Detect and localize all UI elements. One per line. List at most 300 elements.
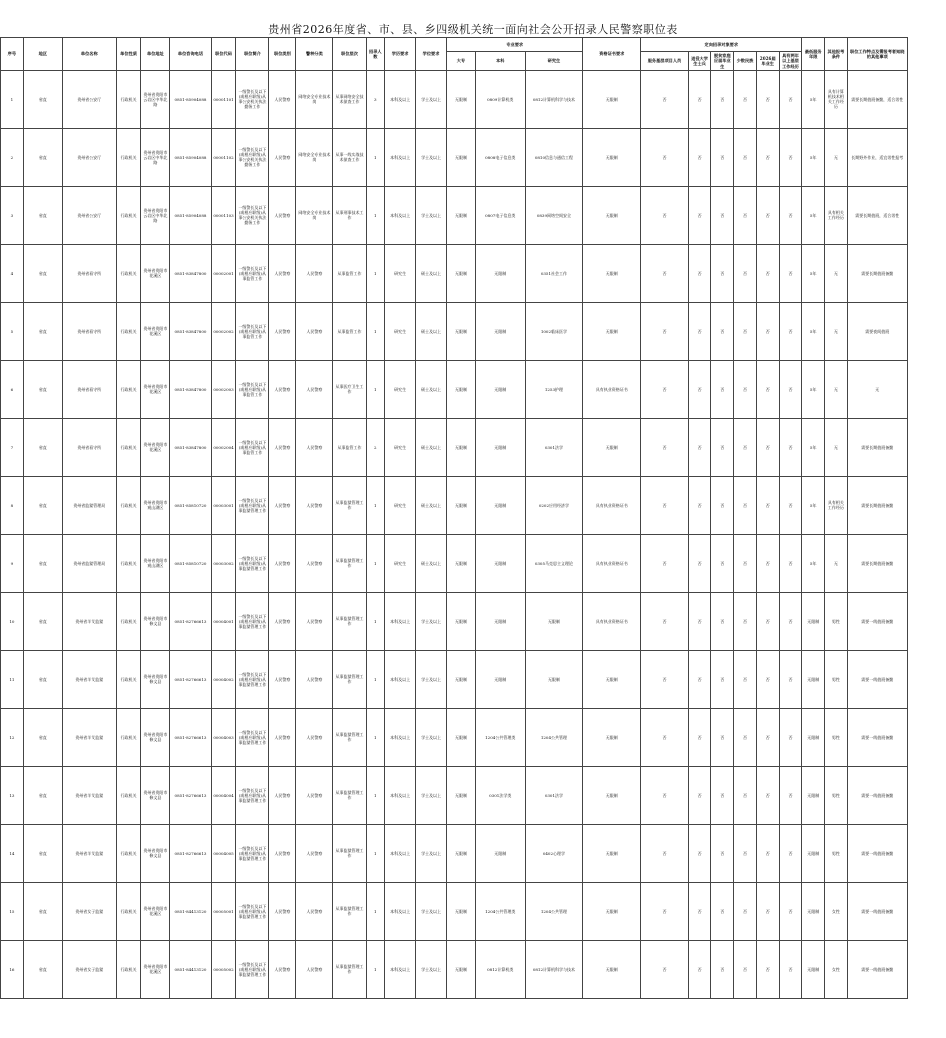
cell-major-graduate: 0202应用经济学 [525, 476, 583, 534]
cell-min-years: 5年 [802, 186, 825, 244]
cell-position-type: 人民警察 [269, 708, 296, 766]
cell-target-6: 否 [779, 418, 802, 476]
header-qualification: 资格证书要求 [583, 38, 641, 71]
cell-major-college: 无限制 [447, 592, 476, 650]
cell-target-2: 否 [688, 592, 711, 650]
cell-position-type: 人民警察 [269, 186, 296, 244]
cell-major-college: 无限制 [447, 476, 476, 534]
cell-seq: 11 [1, 650, 24, 708]
cell-target-1: 否 [641, 302, 689, 360]
cell-target-2: 否 [688, 128, 711, 186]
header-phone: 单位咨询电话 [170, 38, 211, 71]
cell-min-years: 无限制 [802, 650, 825, 708]
cell-major-college: 无限制 [447, 128, 476, 186]
cell-target-4: 否 [734, 244, 757, 302]
cell-education: 本科及以上 [385, 940, 416, 998]
cell-position-level: 从事监狱管理工作 [333, 882, 366, 940]
table-row [1, 824, 944, 882]
cell-unit-address: 贵州省贵阳市花溪区 [141, 418, 170, 476]
cell-phone: 0851-84413120 [170, 940, 211, 998]
cell-major-bachelor: 无限制 [475, 244, 525, 302]
cell-min-years: 无限制 [802, 592, 825, 650]
cell-position-desc: 一级警长及以下(或相应职级)从事监狱管理工作 [236, 940, 269, 998]
cell-position-type: 人民警察 [269, 766, 296, 824]
cell-major-graduate: 0839网络空间安全 [525, 186, 583, 244]
table-row [1, 128, 944, 186]
cell-unit-name: 贵州省监狱管理局 [62, 534, 116, 592]
cell-other: 无 [825, 302, 848, 360]
cell-target-2: 否 [688, 534, 711, 592]
cell-position-desc: 一级警长及以下(或相应职级)从事监管工作 [236, 244, 269, 302]
cell-region: 省直 [23, 708, 62, 766]
cell-education: 研究生 [385, 302, 416, 360]
table-row [1, 766, 944, 824]
cell-target-1: 否 [641, 766, 689, 824]
cell-unit-name: 贵州省公安厅 [62, 186, 116, 244]
cell-target-4: 否 [734, 418, 757, 476]
cell-target-5: 否 [756, 360, 779, 418]
cell-target-3: 否 [711, 940, 734, 998]
table-body [1, 70, 944, 998]
cell-position-type: 人民警察 [269, 592, 296, 650]
cell-recruit-count: 1 [366, 592, 385, 650]
cell-target-1: 否 [641, 244, 689, 302]
header-major-graduate: 研究生 [525, 52, 583, 71]
cell-unit-nature: 行政机关 [116, 360, 141, 418]
cell-education: 本科及以上 [385, 70, 416, 128]
cell-qualification: 具有执业资格证书 [583, 476, 641, 534]
cell-unit-nature: 行政机关 [116, 244, 141, 302]
table-row [1, 244, 944, 302]
header-target-4: 少数民族 [734, 52, 757, 71]
cell-target-4: 否 [734, 360, 757, 418]
cell-target-2: 否 [688, 940, 711, 998]
cell-target-2: 否 [688, 650, 711, 708]
cell-recruit-count: 1 [366, 766, 385, 824]
cell-position-type: 人民警察 [269, 244, 296, 302]
cell-target-5: 否 [756, 534, 779, 592]
cell-region: 省直 [23, 592, 62, 650]
header-position-desc: 职位简介 [236, 38, 269, 71]
table-row [1, 70, 944, 128]
cell-unit-address: 贵州省贵阳市花溪区 [141, 882, 170, 940]
cell-recruit-count: 1 [366, 476, 385, 534]
cell-target-6: 否 [779, 360, 802, 418]
cell-target-4: 否 [734, 708, 757, 766]
cell-qualification: 无限制 [583, 186, 641, 244]
cell-recruit-count: 1 [366, 360, 385, 418]
cell-target-6: 否 [779, 824, 802, 882]
header-police-category: 警种分类 [296, 38, 333, 71]
cell-position-code: 00004001 [211, 592, 236, 650]
cell-major-graduate: 0305马克思主义理论 [525, 534, 583, 592]
cell-target-3: 否 [711, 476, 734, 534]
cell-education: 本科及以上 [385, 650, 416, 708]
cell-police-category: 人民警察 [296, 650, 333, 708]
cell-education: 研究生 [385, 360, 416, 418]
cell-target-5: 否 [756, 940, 779, 998]
cell-education: 本科及以上 [385, 766, 416, 824]
cell-target-1: 否 [641, 650, 689, 708]
header-position-code: 职位代码 [211, 38, 236, 71]
cell-position-type: 人民警察 [269, 360, 296, 418]
cell-remarks: 需要长期值班备勤 [847, 476, 907, 534]
cell-recruit-count: 1 [366, 650, 385, 708]
cell-unit-address: 贵州省贵阳市花溪区 [141, 244, 170, 302]
cell-target-4: 否 [734, 534, 757, 592]
cell-region: 省直 [23, 824, 62, 882]
cell-position-level: 从事监狱管理工作 [333, 824, 366, 882]
header-target-2: 退役大学生士兵 [688, 52, 711, 71]
cell-major-college: 无限制 [447, 70, 476, 128]
cell-phone: 0851-85810720 [170, 534, 211, 592]
cell-target-4: 否 [734, 302, 757, 360]
cell-seq: 9 [1, 534, 24, 592]
cell-degree: 学士及以上 [416, 70, 447, 128]
cell-education: 研究生 [385, 418, 416, 476]
header-other: 其他报考条件 [825, 38, 848, 71]
cell-qualification: 具有执业资格证书 [583, 592, 641, 650]
cell-major-graduate: 1253护理 [525, 360, 583, 418]
cell-region: 省直 [23, 650, 62, 708]
header-recruit-count: 招录人数 [366, 38, 385, 71]
table-row [1, 186, 944, 244]
cell-seq: 1 [1, 70, 24, 128]
cell-position-code: 00004003 [211, 708, 236, 766]
cell-position-code: 00003001 [211, 476, 236, 534]
header-min-years: 最低服务年限 [802, 38, 825, 71]
header-unit-address: 单位地址 [141, 38, 170, 71]
cell-target-5: 否 [756, 186, 779, 244]
cell-target-1: 否 [641, 418, 689, 476]
cell-other: 无 [825, 360, 848, 418]
cell-degree: 学士及以上 [416, 650, 447, 708]
cell-other: 女性 [825, 940, 848, 998]
cell-remarks: 需要一线值班备勤 [847, 940, 907, 998]
cell-phone: 0851-82766613 [170, 650, 211, 708]
cell-unit-name: 贵州省羊艾监狱 [62, 708, 116, 766]
cell-recruit-count: 1 [366, 186, 385, 244]
cell-major-college: 无限制 [447, 882, 476, 940]
cell-region: 省直 [23, 534, 62, 592]
cell-remarks: 需要一线值班备勤 [847, 766, 907, 824]
header-major-bachelor: 本科 [475, 52, 525, 71]
cell-position-code: 00005001 [211, 882, 236, 940]
cell-region: 省直 [23, 128, 62, 186]
cell-degree: 硕士及以上 [416, 244, 447, 302]
cell-position-level: 从事监狱管理工作 [333, 534, 366, 592]
cell-target-5: 否 [756, 70, 779, 128]
cell-target-6: 否 [779, 534, 802, 592]
cell-education: 研究生 [385, 534, 416, 592]
cell-police-category: 网络安全专业技术岗 [296, 128, 333, 186]
cell-unit-nature: 行政机关 [116, 592, 141, 650]
cell-degree: 学士及以上 [416, 766, 447, 824]
cell-other: 男性 [825, 766, 848, 824]
cell-recruit-count: 1 [366, 940, 385, 998]
cell-police-category: 人民警察 [296, 940, 333, 998]
cell-major-bachelor: 0812计算机类 [475, 940, 525, 998]
cell-degree: 学士及以上 [416, 882, 447, 940]
cell-unit-name: 贵州省羊艾监狱 [62, 766, 116, 824]
cell-other: 男性 [825, 592, 848, 650]
cell-major-bachelor: 无限制 [475, 360, 525, 418]
table-row [1, 418, 944, 476]
cell-target-3: 否 [711, 708, 734, 766]
cell-major-graduate: 无限制 [525, 650, 583, 708]
cell-region: 省直 [23, 244, 62, 302]
cell-qualification: 无限制 [583, 128, 641, 186]
cell-target-3: 否 [711, 650, 734, 708]
cell-position-code: 00001102 [211, 128, 236, 186]
cell-position-code: 00005002 [211, 940, 236, 998]
header-education: 学历要求 [385, 38, 416, 71]
cell-remarks: 需要一线值班备勤 [847, 650, 907, 708]
cell-position-code: 00002004 [211, 418, 236, 476]
cell-min-years: 无限制 [802, 882, 825, 940]
cell-target-5: 否 [756, 766, 779, 824]
cell-position-type: 人民警察 [269, 824, 296, 882]
cell-target-1: 否 [641, 186, 689, 244]
cell-unit-address: 贵州省贵阳市云岩区中华北路 [141, 186, 170, 244]
cell-qualification: 无限制 [583, 882, 641, 940]
cell-position-desc: 一级警长及以下(或相应职级)从事监狱管理工作 [236, 592, 269, 650]
cell-remarks: 无 [847, 360, 907, 418]
cell-target-5: 否 [756, 824, 779, 882]
cell-major-graduate: 1204公共管理 [525, 882, 583, 940]
cell-position-desc: 一级警长及以下(或相应职级)从事监狱管理工作 [236, 534, 269, 592]
cell-target-2: 否 [688, 186, 711, 244]
cell-qualification: 无限制 [583, 766, 641, 824]
cell-unit-address: 贵州省贵阳市修文县 [141, 766, 170, 824]
cell-unit-name: 贵州省看守所 [62, 360, 116, 418]
cell-target-3: 否 [711, 882, 734, 940]
cell-phone: 0851-84413120 [170, 882, 211, 940]
cell-target-1: 否 [641, 534, 689, 592]
header-degree: 学位要求 [416, 38, 447, 71]
cell-region: 省直 [23, 418, 62, 476]
cell-min-years: 5年 [802, 418, 825, 476]
cell-major-graduate: 无限制 [525, 592, 583, 650]
cell-major-bachelor: 0809计算机类 [475, 70, 525, 128]
cell-target-6: 否 [779, 70, 802, 128]
cell-unit-nature: 行政机关 [116, 418, 141, 476]
cell-position-level: 从事监狱管理工作 [333, 592, 366, 650]
cell-target-5: 否 [756, 418, 779, 476]
cell-major-college: 无限制 [447, 650, 476, 708]
cell-unit-address: 贵州省贵阳市修文县 [141, 650, 170, 708]
header-major-group: 专业要求 [447, 38, 583, 52]
cell-qualification: 无限制 [583, 244, 641, 302]
cell-min-years: 无限制 [802, 766, 825, 824]
cell-degree: 硕士及以上 [416, 476, 447, 534]
cell-target-6: 否 [779, 708, 802, 766]
cell-min-years: 5年 [802, 476, 825, 534]
cell-degree: 硕士及以上 [416, 302, 447, 360]
cell-position-code: 00002001 [211, 244, 236, 302]
cell-target-4: 否 [734, 128, 757, 186]
cell-position-code: 00002002 [211, 302, 236, 360]
header-remarks: 职位工作特点及需报考者知晓的其他事项 [847, 38, 907, 71]
cell-unit-name: 贵州省公安厅 [62, 128, 116, 186]
cell-position-level: 从事监管工作 [333, 418, 366, 476]
cell-target-4: 否 [734, 476, 757, 534]
cell-min-years: 5年 [802, 360, 825, 418]
cell-target-5: 否 [756, 592, 779, 650]
cell-unit-address: 贵州省贵阳市云岩区中华北路 [141, 70, 170, 128]
cell-recruit-count: 1 [366, 128, 385, 186]
cell-unit-name: 贵州省女子监狱 [62, 940, 116, 998]
cell-region: 省直 [23, 70, 62, 128]
cell-degree: 学士及以上 [416, 940, 447, 998]
cell-police-category: 人民警察 [296, 882, 333, 940]
header-target-1: 服务基层项目人员 [641, 52, 689, 71]
cell-major-graduate: 0810信息与通信工程 [525, 128, 583, 186]
cell-remarks: 需要一线值班备勤 [847, 824, 907, 882]
cell-position-desc: 一级警长及以下(或相应职级)从事公安机关执法勤务工作 [236, 186, 269, 244]
cell-other: 男性 [825, 824, 848, 882]
cell-min-years: 无限制 [802, 824, 825, 882]
cell-position-level: 从事监狱管理工作 [333, 940, 366, 998]
cell-region: 省直 [23, 940, 62, 998]
cell-target-1: 否 [641, 592, 689, 650]
cell-phone: 0851-82766613 [170, 592, 211, 650]
cell-education: 本科及以上 [385, 824, 416, 882]
cell-target-1: 否 [641, 476, 689, 534]
cell-qualification: 无限制 [583, 650, 641, 708]
cell-major-college: 无限制 [447, 418, 476, 476]
cell-target-4: 否 [734, 940, 757, 998]
cell-position-code: 00002003 [211, 360, 236, 418]
cell-remarks: 需要长期值班备勤 [847, 418, 907, 476]
cell-position-type: 人民警察 [269, 940, 296, 998]
cell-target-1: 否 [641, 128, 689, 186]
cell-position-code: 00004005 [211, 824, 236, 882]
cell-education: 本科及以上 [385, 882, 416, 940]
cell-other: 女性 [825, 882, 848, 940]
cell-target-6: 否 [779, 186, 802, 244]
cell-min-years: 无限制 [802, 708, 825, 766]
table-row [1, 882, 944, 940]
cell-major-bachelor: 无限制 [475, 302, 525, 360]
cell-position-type: 人民警察 [269, 534, 296, 592]
cell-qualification: 无限制 [583, 418, 641, 476]
header-major-college: 大专 [447, 52, 476, 71]
cell-unit-nature: 行政机关 [116, 650, 141, 708]
header-unit-name: 单位名称 [62, 38, 116, 71]
cell-target-4: 否 [734, 592, 757, 650]
cell-other: 具有相关工作经历 [825, 476, 848, 534]
cell-target-1: 否 [641, 708, 689, 766]
cell-qualification: 具有执业资格证书 [583, 534, 641, 592]
header-unit-nature: 单位性质 [116, 38, 141, 71]
table-row [1, 360, 944, 418]
cell-target-6: 否 [779, 940, 802, 998]
cell-major-college: 无限制 [447, 708, 476, 766]
cell-target-6: 否 [779, 766, 802, 824]
cell-target-5: 否 [756, 128, 779, 186]
cell-remarks: 需要长期值班，适合男性 [847, 186, 907, 244]
cell-position-type: 人民警察 [269, 476, 296, 534]
cell-position-code: 00001103 [211, 186, 236, 244]
cell-unit-name: 贵州省看守所 [62, 244, 116, 302]
cell-remarks: 需要一线值班备勤 [847, 592, 907, 650]
cell-police-category: 人民警察 [296, 708, 333, 766]
header-position-level: 职位层次 [333, 38, 366, 71]
cell-police-category: 人民警察 [296, 592, 333, 650]
cell-unit-name: 贵州省看守所 [62, 418, 116, 476]
cell-min-years: 5年 [802, 128, 825, 186]
cell-qualification: 无限制 [583, 824, 641, 882]
cell-target-3: 否 [711, 418, 734, 476]
cell-target-2: 否 [688, 70, 711, 128]
cell-target-3: 否 [711, 128, 734, 186]
header-position-type: 职位类别 [269, 38, 296, 71]
cell-target-3: 否 [711, 360, 734, 418]
cell-education: 本科及以上 [385, 128, 416, 186]
cell-education: 研究生 [385, 244, 416, 302]
cell-unit-nature: 行政机关 [116, 128, 141, 186]
cell-major-college: 无限制 [447, 244, 476, 302]
header-target-3: 脱贫家庭应届毕业生 [711, 52, 734, 71]
cell-position-level: 从事监管工作 [333, 244, 366, 302]
cell-recruit-count: 2 [366, 418, 385, 476]
cell-major-graduate: 0402心理学 [525, 824, 583, 882]
cell-degree: 学士及以上 [416, 128, 447, 186]
cell-seq: 15 [1, 882, 24, 940]
header-target-group: 定向招录对象要求 [641, 38, 802, 52]
cell-target-6: 否 [779, 128, 802, 186]
cell-position-level: 从事一线实战技术侦查工作 [333, 128, 366, 186]
cell-target-4: 否 [734, 882, 757, 940]
cell-police-category: 人民警察 [296, 418, 333, 476]
cell-min-years: 5年 [802, 244, 825, 302]
cell-position-desc: 一级警长及以下(或相应职级)从事监管工作 [236, 418, 269, 476]
cell-position-level: 从事刑事技术工作 [333, 186, 366, 244]
cell-unit-nature: 行政机关 [116, 186, 141, 244]
cell-major-college: 无限制 [447, 360, 476, 418]
cell-min-years: 5年 [802, 302, 825, 360]
cell-min-years: 5年 [802, 534, 825, 592]
cell-position-desc: 一级警长及以下(或相应职级)从事监狱管理工作 [236, 476, 269, 534]
cell-police-category: 人民警察 [296, 360, 333, 418]
cell-major-graduate: 0812计算机科学与技术 [525, 940, 583, 998]
cell-target-6: 否 [779, 476, 802, 534]
cell-position-type: 人民警察 [269, 882, 296, 940]
cell-phone: 0851-82766613 [170, 824, 211, 882]
cell-position-level: 从事医疗卫生工作 [333, 360, 366, 418]
table-row [1, 708, 944, 766]
cell-phone: 0851-83847800 [170, 418, 211, 476]
cell-position-level: 从事监狱管理工作 [333, 650, 366, 708]
cell-major-graduate: 0301法学 [525, 418, 583, 476]
cell-position-level: 从事监狱管理工作 [333, 766, 366, 824]
cell-police-category: 人民警察 [296, 476, 333, 534]
cell-phone: 0851-85904088 [170, 128, 211, 186]
cell-unit-nature: 行政机关 [116, 882, 141, 940]
cell-seq: 2 [1, 128, 24, 186]
cell-position-level: 从事监狱管理工作 [333, 708, 366, 766]
cell-major-college: 无限制 [447, 302, 476, 360]
cell-seq: 5 [1, 302, 24, 360]
cell-target-6: 否 [779, 244, 802, 302]
cell-target-1: 否 [641, 70, 689, 128]
cell-police-category: 网络安全专业技术岗 [296, 70, 333, 128]
cell-seq: 6 [1, 360, 24, 418]
cell-seq: 10 [1, 592, 24, 650]
cell-target-1: 否 [641, 360, 689, 418]
cell-region: 省直 [23, 360, 62, 418]
